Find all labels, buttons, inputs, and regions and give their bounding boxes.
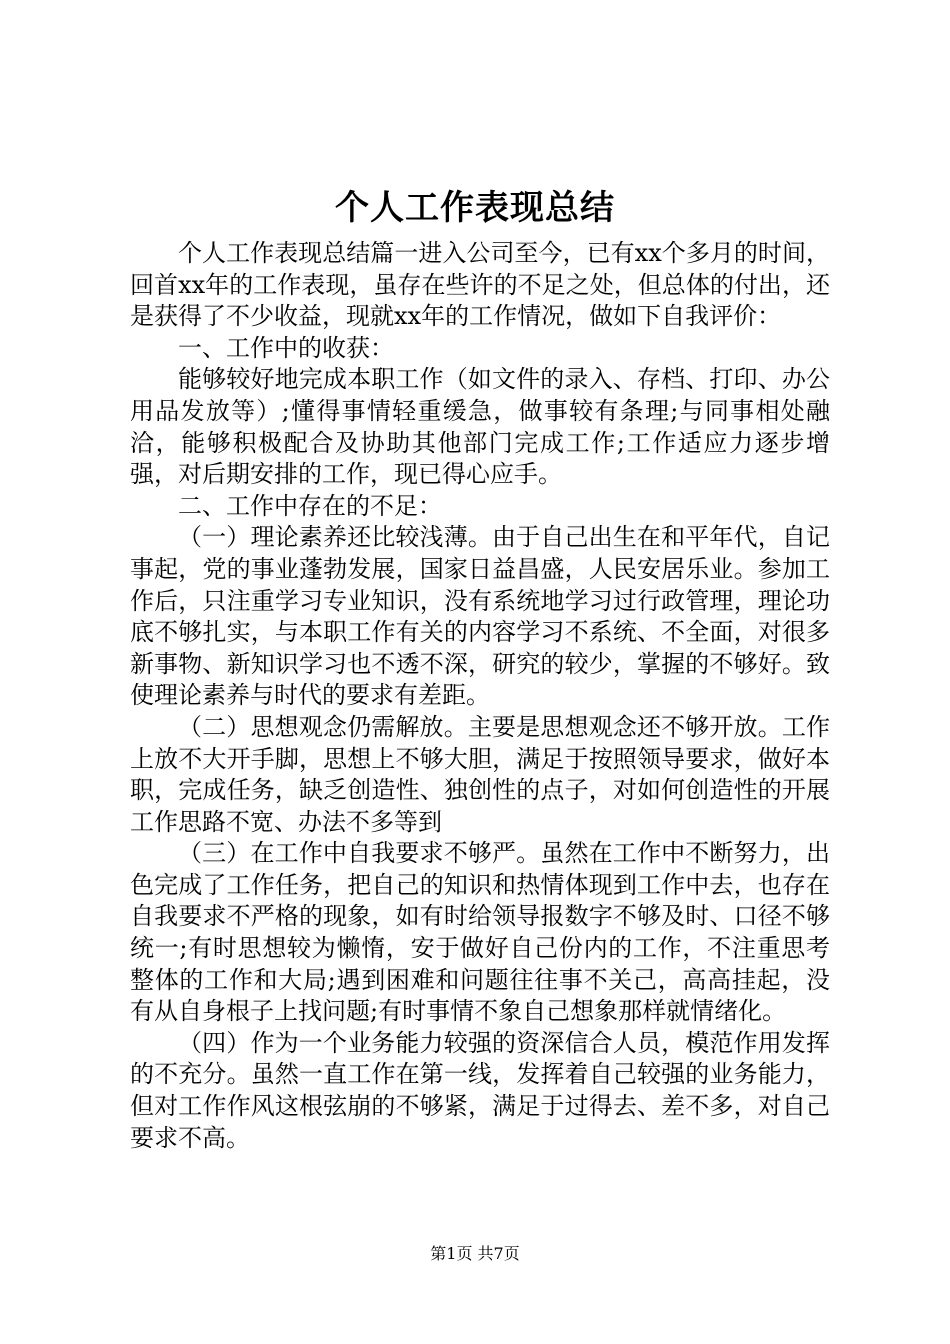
intro-paragraph: 个人工作表现总结篇一进入公司至今，已有xx个多月的时间，回首xx年的工作表现，虽存在些许的不足之处，但总体的付出，还是获得了不少收益，现就xx年的工作情况，做如下自我评价： (130, 239, 830, 331)
page-number: 第1页 共7页 (430, 1244, 520, 1263)
section-heading-gains: 一、工作中的收获： (178, 333, 394, 362)
shortcoming-paragraph-3: （三）在工作中自我要求不够严。虽然在工作中不断努力，出色完成了工作任务，把自己的知识和热情体现到工作中去，也存在自我要求不严格的现象，如有时给领导报数字不够及时、口径不够统一;有时思想较为懒惰，安于做好自己份内的工作，不注重思考整体的工作和大局;遇到困难和问题往往事不关己，高高挂起，没有从自身根子上找问题;有时事情不象自己想象那样就情绪化。 (130, 839, 830, 1026)
section-heading-shortcomings: 二、工作中存在的不足： (178, 491, 442, 520)
shortcoming-paragraph-1: （一）理论素养还比较浅薄。由于自己出生在和平年代，自记事起，党的事业蓬勃发展，国家日益昌盛，人民安居乐业。参加工作后，只注重学习专业知识，没有系统地学习过行政管理，理论功底不够扎实，与本职工作有关的内容学习不系统、不全面，对很多新事物、新知识学习也不透不深，研究的较少，掌握的不够好。致使理论素养与时代的要求有差距。 (130, 523, 830, 710)
document-body (130, 238, 830, 1154)
page-footer (0, 1242, 950, 1266)
document-title: 个人工作表现总结 (335, 188, 615, 228)
shortcoming-paragraph-2: （二）思想观念仍需解放。主要是思想观念还不够开放。工作上放不大开手脚，思想上不够大胆，满足于按照领导要求，做好本职，完成任务，缺乏创造性、独创性的点子，对如何创造性的开展工作思路不宽、办法不多等到 (130, 712, 830, 836)
shortcoming-paragraph-4: （四）作为一个业务能力较强的资深信合人员，模范作用发挥的不充分。虽然一直工作在第一线，发挥着自己较强的业务能力，但对工作作风这根弦崩的不够紧，满足于过得去、差不多，对自己要求不高。 (130, 1028, 830, 1152)
gains-paragraph: 能够较好地完成本职工作（如文件的录入、存档、打印、办公用品发放等）;懂得事情轻重缓急，做事较有条理;与同事相处融洽，能够积极配合及协助其他部门完成工作;工作适应力逐步增强，对后期安排的工作，现已得心应手。 (130, 365, 830, 489)
